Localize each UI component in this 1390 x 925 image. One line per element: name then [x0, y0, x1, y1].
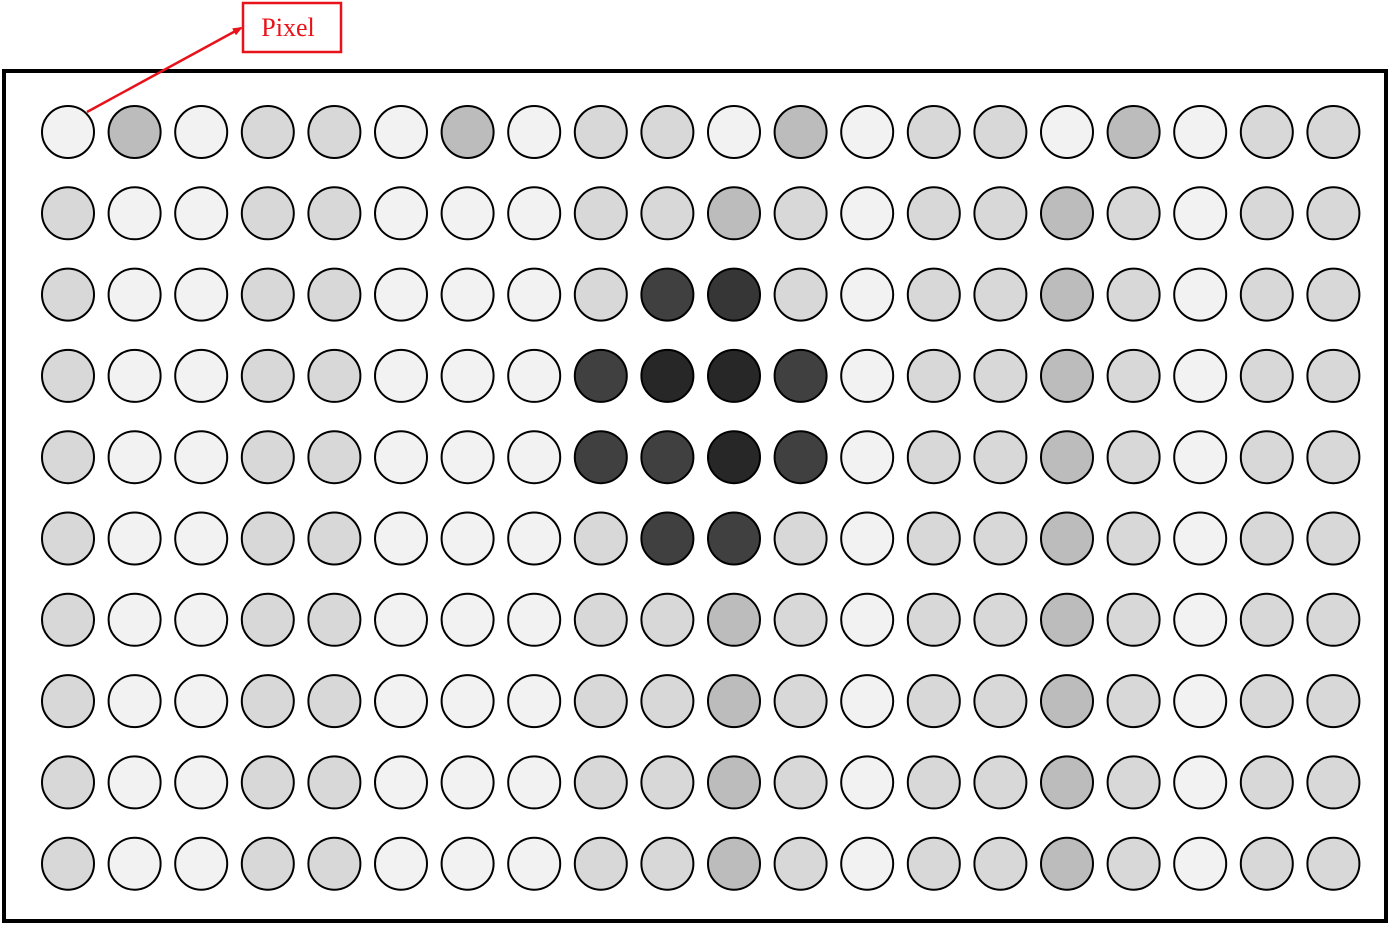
pixel-r4-c5: [308, 350, 360, 402]
pixel-r3-c13: [841, 269, 893, 321]
pixel-r2-c5: [308, 187, 360, 239]
pixel-r9-c9: [575, 756, 627, 808]
pixel-r6-c16: [1041, 513, 1093, 565]
pixel-r4-c17: [1108, 350, 1160, 402]
pixel-r1-c1: [42, 106, 94, 158]
pixel-r10-c3: [175, 838, 227, 890]
pixel-r1-c19: [1241, 106, 1293, 158]
pixel-r8-c3: [175, 675, 227, 727]
pixel-r7-c9: [575, 594, 627, 646]
pixel-r3-c17: [1108, 269, 1160, 321]
pixel-r1-c9: [575, 106, 627, 158]
pixel-r4-c18: [1174, 350, 1226, 402]
pixel-r1-c10: [641, 106, 693, 158]
pixel-r9-c3: [175, 756, 227, 808]
pixel-r3-c8: [508, 269, 560, 321]
pixel-r7-c13: [841, 594, 893, 646]
pixel-r5-c11: [708, 431, 760, 483]
pixel-r10-c15: [974, 838, 1026, 890]
pixel-r7-c15: [974, 594, 1026, 646]
pixel-r4-c8: [508, 350, 560, 402]
pixel-r10-c16: [1041, 838, 1093, 890]
pixel-r8-c20: [1307, 675, 1359, 727]
pixel-r1-c6: [375, 106, 427, 158]
pixel-r7-c20: [1307, 594, 1359, 646]
pixel-r2-c19: [1241, 187, 1293, 239]
pixel-r6-c12: [775, 513, 827, 565]
pixel-r9-c5: [308, 756, 360, 808]
pixel-r6-c15: [974, 513, 1026, 565]
pixel-r4-c16: [1041, 350, 1093, 402]
pixel-r1-c18: [1174, 106, 1226, 158]
pixel-r7-c10: [641, 594, 693, 646]
pixel-r9-c11: [708, 756, 760, 808]
pixel-r7-c12: [775, 594, 827, 646]
pixel-r8-c9: [575, 675, 627, 727]
pixel-r10-c13: [841, 838, 893, 890]
pixel-r9-c20: [1307, 756, 1359, 808]
pixel-r10-c2: [109, 838, 161, 890]
pixel-r2-c11: [708, 187, 760, 239]
pixel-r10-c17: [1108, 838, 1160, 890]
pixel-r5-c13: [841, 431, 893, 483]
pixel-r10-c7: [442, 838, 494, 890]
pixel-r8-c8: [508, 675, 560, 727]
pixel-r5-c7: [442, 431, 494, 483]
pixel-r9-c12: [775, 756, 827, 808]
pixel-r1-c11: [708, 106, 760, 158]
pixel-r8-c16: [1041, 675, 1093, 727]
pixel-r8-c15: [974, 675, 1026, 727]
pixel-r3-c15: [974, 269, 1026, 321]
pixel-r5-c5: [308, 431, 360, 483]
pixel-r2-c8: [508, 187, 560, 239]
pixel-r8-c18: [1174, 675, 1226, 727]
pixel-r7-c17: [1108, 594, 1160, 646]
pixel-r6-c2: [109, 513, 161, 565]
pixel-r2-c1: [42, 187, 94, 239]
pixel-r1-c15: [974, 106, 1026, 158]
pixel-r8-c13: [841, 675, 893, 727]
pixel-r8-c1: [42, 675, 94, 727]
pixel-r2-c18: [1174, 187, 1226, 239]
pixel-r6-c7: [442, 513, 494, 565]
pixel-r4-c7: [442, 350, 494, 402]
pixel-r7-c14: [908, 594, 960, 646]
pixel-r5-c20: [1307, 431, 1359, 483]
pixel-r1-c8: [508, 106, 560, 158]
pixel-r6-c3: [175, 513, 227, 565]
pixel-r3-c10: [641, 269, 693, 321]
pixel-r5-c4: [242, 431, 294, 483]
pixel-r4-c9: [575, 350, 627, 402]
pixel-r10-c20: [1307, 838, 1359, 890]
pixel-r6-c8: [508, 513, 560, 565]
pixel-r2-c9: [575, 187, 627, 239]
pixel-r2-c7: [442, 187, 494, 239]
pixel-r7-c5: [308, 594, 360, 646]
pixel-r9-c19: [1241, 756, 1293, 808]
pixel-r7-c16: [1041, 594, 1093, 646]
pixel-r6-c20: [1307, 513, 1359, 565]
pixel-r6-c18: [1174, 513, 1226, 565]
pixel-r4-c10: [641, 350, 693, 402]
pixel-r5-c3: [175, 431, 227, 483]
pixel-r10-c14: [908, 838, 960, 890]
pixel-r9-c13: [841, 756, 893, 808]
pixel-r7-c7: [442, 594, 494, 646]
pixel-r1-c7: [442, 106, 494, 158]
pixel-r1-c14: [908, 106, 960, 158]
pixel-r8-c4: [242, 675, 294, 727]
pixel-r8-c6: [375, 675, 427, 727]
pixel-r2-c13: [841, 187, 893, 239]
pixel-r4-c12: [775, 350, 827, 402]
pixel-r10-c12: [775, 838, 827, 890]
pixel-r9-c14: [908, 756, 960, 808]
pixel-r5-c19: [1241, 431, 1293, 483]
pixel-r3-c20: [1307, 269, 1359, 321]
pixel-r10-c11: [708, 838, 760, 890]
pixel-r7-c6: [375, 594, 427, 646]
pixel-r6-c4: [242, 513, 294, 565]
pixel-r9-c4: [242, 756, 294, 808]
pixel-r6-c14: [908, 513, 960, 565]
pixel-r4-c2: [109, 350, 161, 402]
pixel-r1-c4: [242, 106, 294, 158]
pixel-r4-c11: [708, 350, 760, 402]
pixel-r1-c13: [841, 106, 893, 158]
pixel-label: Pixel: [261, 13, 315, 42]
pixel-r6-c11: [708, 513, 760, 565]
pixel-r3-c7: [442, 269, 494, 321]
pixel-r5-c14: [908, 431, 960, 483]
pixel-r3-c11: [708, 269, 760, 321]
pixel-r3-c19: [1241, 269, 1293, 321]
pixel-r3-c5: [308, 269, 360, 321]
pixel-r10-c5: [308, 838, 360, 890]
pixel-r7-c11: [708, 594, 760, 646]
pixel-r8-c5: [308, 675, 360, 727]
pixel-r7-c19: [1241, 594, 1293, 646]
pixel-r1-c16: [1041, 106, 1093, 158]
pixel-r4-c15: [974, 350, 1026, 402]
pixel-r2-c6: [375, 187, 427, 239]
pixel-r1-c3: [175, 106, 227, 158]
pixel-r5-c12: [775, 431, 827, 483]
pixel-r8-c12: [775, 675, 827, 727]
pixel-r1-c12: [775, 106, 827, 158]
pixel-r9-c8: [508, 756, 560, 808]
pixel-r8-c10: [641, 675, 693, 727]
pixel-r9-c17: [1108, 756, 1160, 808]
pixel-r10-c8: [508, 838, 560, 890]
pixel-r3-c16: [1041, 269, 1093, 321]
pixel-r6-c17: [1108, 513, 1160, 565]
pixel-r9-c16: [1041, 756, 1093, 808]
pixel-r2-c20: [1307, 187, 1359, 239]
pixel-r2-c2: [109, 187, 161, 239]
pixel-r3-c3: [175, 269, 227, 321]
pixel-r7-c3: [175, 594, 227, 646]
pixel-r5-c17: [1108, 431, 1160, 483]
pixel-r9-c10: [641, 756, 693, 808]
pixel-r7-c1: [42, 594, 94, 646]
pixel-r2-c16: [1041, 187, 1093, 239]
pixel-r3-c1: [42, 269, 94, 321]
pixel-r2-c4: [242, 187, 294, 239]
pixel-r3-c2: [109, 269, 161, 321]
pixel-r10-c6: [375, 838, 427, 890]
pixel-r3-c14: [908, 269, 960, 321]
pixel-r5-c16: [1041, 431, 1093, 483]
pixel-r3-c6: [375, 269, 427, 321]
pixel-r4-c20: [1307, 350, 1359, 402]
pixel-r9-c15: [974, 756, 1026, 808]
pixel-r1-c2: [109, 106, 161, 158]
pixel-r1-c17: [1108, 106, 1160, 158]
pixel-r2-c10: [641, 187, 693, 239]
pixel-r10-c19: [1241, 838, 1293, 890]
pixel-r7-c4: [242, 594, 294, 646]
pixel-r6-c19: [1241, 513, 1293, 565]
pixel-r5-c1: [42, 431, 94, 483]
pixel-r2-c3: [175, 187, 227, 239]
pixel-r1-c20: [1307, 106, 1359, 158]
pixel-r8-c17: [1108, 675, 1160, 727]
pixel-r7-c2: [109, 594, 161, 646]
pixel-r4-c13: [841, 350, 893, 402]
pixel-r10-c18: [1174, 838, 1226, 890]
pixel-r4-c6: [375, 350, 427, 402]
pixel-r4-c14: [908, 350, 960, 402]
pixel-r8-c11: [708, 675, 760, 727]
pixel-r9-c2: [109, 756, 161, 808]
pixel-r6-c5: [308, 513, 360, 565]
pixel-r5-c8: [508, 431, 560, 483]
pixel-label-box: [243, 3, 341, 52]
pixel-r6-c6: [375, 513, 427, 565]
pixel-r10-c1: [42, 838, 94, 890]
pixel-r9-c6: [375, 756, 427, 808]
pixel-r8-c19: [1241, 675, 1293, 727]
pixel-r3-c18: [1174, 269, 1226, 321]
pixel-r4-c4: [242, 350, 294, 402]
pixel-r2-c14: [908, 187, 960, 239]
pixel-r2-c12: [775, 187, 827, 239]
pixel-r5-c18: [1174, 431, 1226, 483]
pixel-r9-c1: [42, 756, 94, 808]
pixel-r3-c4: [242, 269, 294, 321]
pixel-r6-c1: [42, 513, 94, 565]
pixel-r5-c10: [641, 431, 693, 483]
pixel-r5-c2: [109, 431, 161, 483]
pixel-r10-c10: [641, 838, 693, 890]
pixel-r5-c9: [575, 431, 627, 483]
pixel-r8-c2: [109, 675, 161, 727]
pixel-r3-c9: [575, 269, 627, 321]
pixel-r3-c12: [775, 269, 827, 321]
pixel-r6-c10: [641, 513, 693, 565]
pixel-r10-c4: [242, 838, 294, 890]
pixel-r8-c14: [908, 675, 960, 727]
pixel-r7-c18: [1174, 594, 1226, 646]
pixel-r4-c3: [175, 350, 227, 402]
pixel-r4-c19: [1241, 350, 1293, 402]
pixel-r6-c9: [575, 513, 627, 565]
pixel-r6-c13: [841, 513, 893, 565]
pixel-r4-c1: [42, 350, 94, 402]
pixel-r2-c17: [1108, 187, 1160, 239]
pixel-r8-c7: [442, 675, 494, 727]
pixel-r1-c5: [308, 106, 360, 158]
pixel-r9-c18: [1174, 756, 1226, 808]
pixel-r9-c7: [442, 756, 494, 808]
pixel-r10-c9: [575, 838, 627, 890]
pixel-r5-c15: [974, 431, 1026, 483]
pixel-r7-c8: [508, 594, 560, 646]
pixel-r5-c6: [375, 431, 427, 483]
pixel-r2-c15: [974, 187, 1026, 239]
